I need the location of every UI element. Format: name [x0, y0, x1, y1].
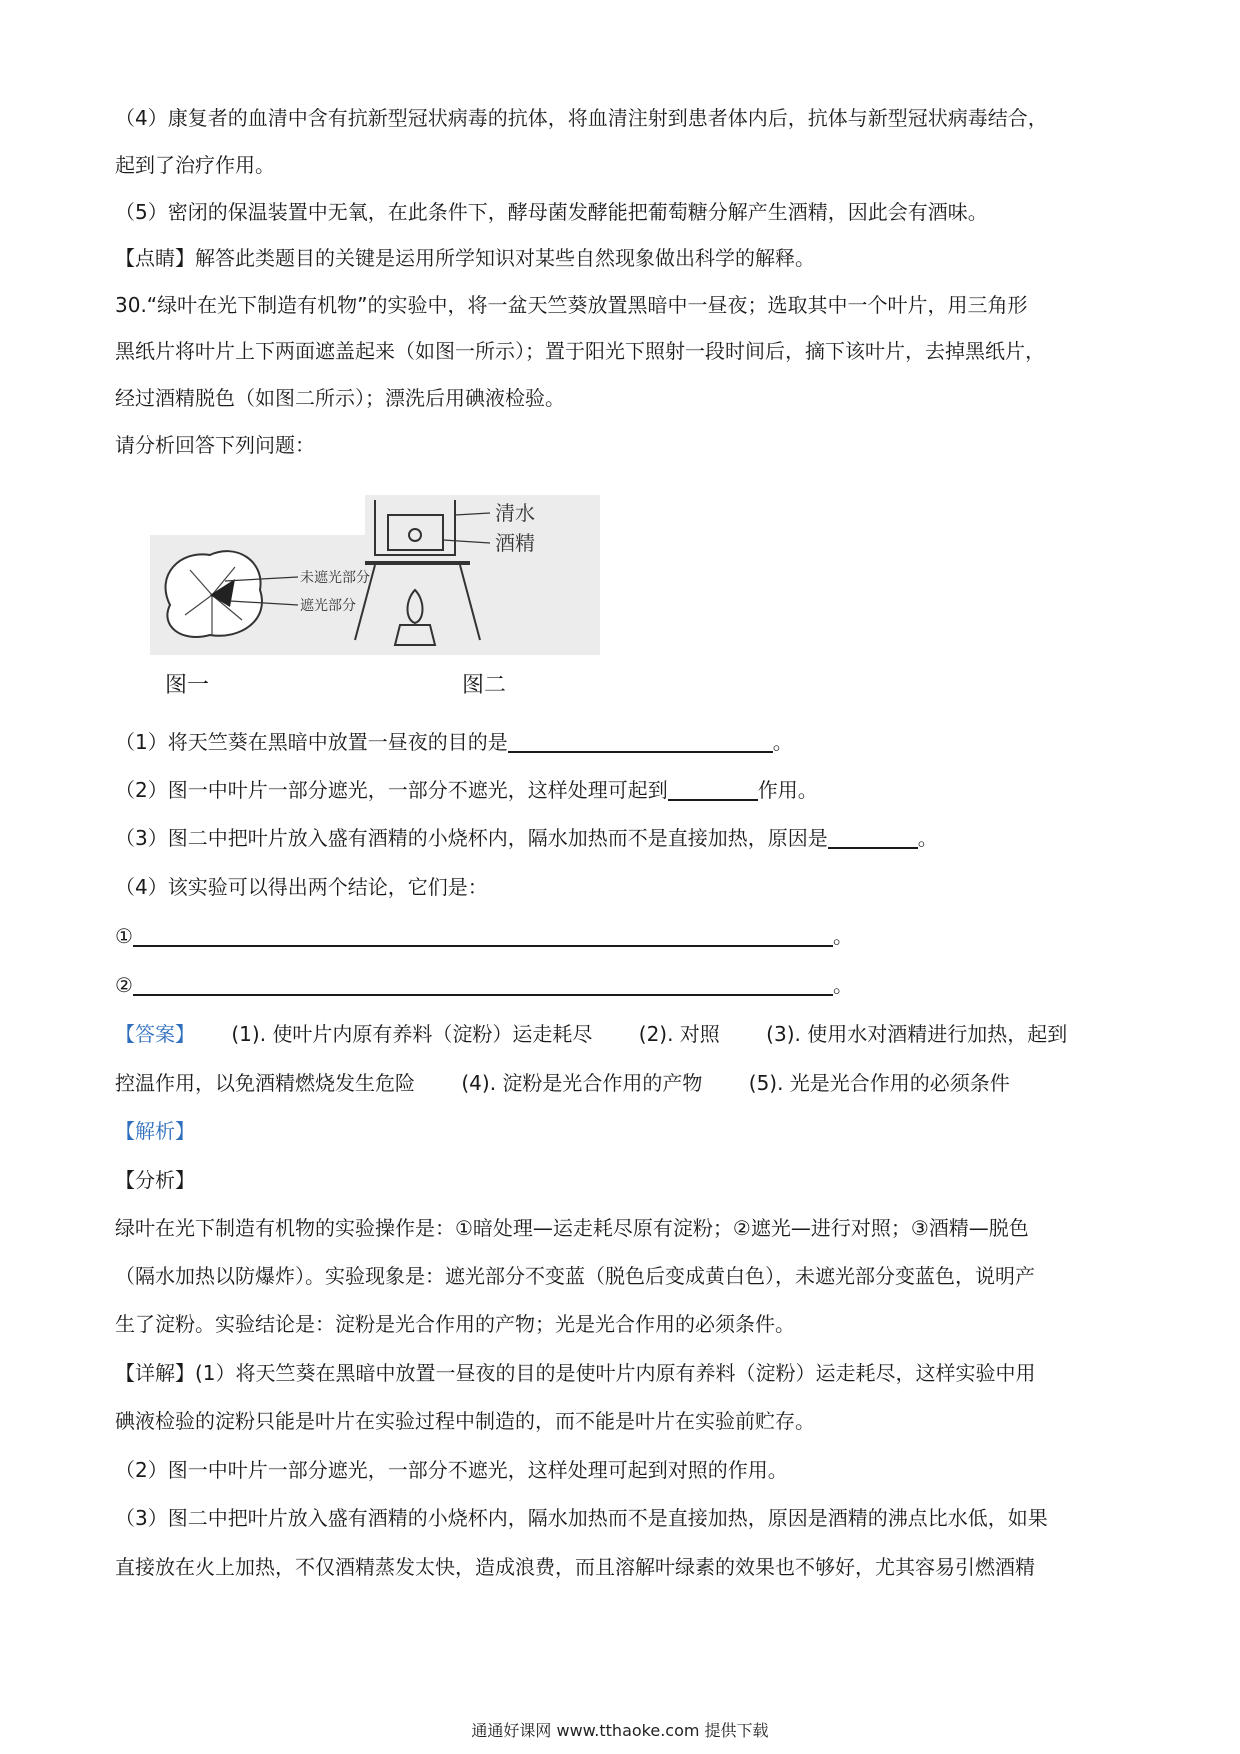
text-line: 绿叶在光下制造有机物的实验操作是：①暗处理—运走耗尽原有淀粉；②遮光—进行对照；③酒精—脱色 — [115, 1216, 1029, 1240]
text-line: （隔水加热以防爆炸）。实验现象是：遮光部分不变蓝（脱色后变成黄白色），未遮光部分变蓝色，说明产 — [115, 1264, 1035, 1288]
text-line: 直接放在火上加热，不仅酒精蒸发太快，造成浪费，而且溶解叶绿素的效果也不够好，尤其容易引燃酒精 — [115, 1555, 1035, 1579]
conclusion-1: ① 。 — [115, 924, 853, 948]
experiment-figure — [150, 495, 600, 655]
question-1: （1）将天竺葵在黑暗中放置一昼夜的目的是 。 — [115, 730, 793, 754]
answer-blank — [133, 923, 833, 947]
text-line: （2）图一中叶片一部分遮光，一部分不遮光，这样处理可起到对照的作用。 — [115, 1458, 788, 1482]
answer-tag: 【答案】 — [115, 1022, 195, 1046]
question-30-stem: 30.“绿叶在光下制造有机物”的实验中，将一盆天竺葵放置黑暗中一昼夜；选取其中一个叶片，用三角形 — [115, 293, 1028, 317]
label-unshaded: 未遮光部分 — [300, 570, 370, 586]
figure-1-caption: 图一 — [165, 673, 210, 698]
answer-blank — [133, 972, 833, 996]
answer-blank — [668, 777, 758, 801]
text-line: 碘液检验的淀粉只能是叶片在实验过程中制造的，而不能是叶片在实验前贮存。 — [115, 1409, 815, 1433]
text-line: 生了淀粉。实验结论是：淀粉是光合作用的产物；光是光合作用的必须条件。 — [115, 1312, 795, 1336]
text-line: 起到了治疗作用。 — [115, 153, 275, 177]
conclusion-2: ② 。 — [115, 973, 853, 997]
footer-watermark: 通通好课网 www.tthaoke.com 提供下载 — [471, 1721, 769, 1740]
label-water: 清水 — [495, 501, 535, 525]
text-line: （3）图二中把叶片放入盛有酒精的小烧杯内，隔水加热而不是直接加热，原因是酒精的沸点比水低，如果 — [115, 1506, 1048, 1530]
answer-line: 【答案】 (1). 使叶片内原有养料（淀粉）运走耗尽 (2). 对照 (3). 使用水对酒精进行加热，起到 — [115, 1019, 1135, 1049]
analysis-tag: 【解析】 — [115, 1119, 195, 1143]
text-line: 【点睛】解答此类题目的关键是运用所学知识对某些自然现象做出科学的解释。 — [115, 246, 815, 270]
text-line: （4）康复者的血清中含有抗新型冠状病毒的抗体，将血清注射到患者体内后，抗体与新型冠状病毒结合， — [115, 106, 1048, 130]
text-line: （5）密闭的保温装置中无氧，在此条件下，酵母菌发酵能把葡萄糖分解产生酒精，因此会有酒味。 — [115, 200, 988, 224]
text-line: 【详解】(1）将天竺葵在黑暗中放置一昼夜的目的是使叶片内原有养料（淀粉）运走耗尽，这样实验中用 — [115, 1361, 1036, 1385]
question-3: （3）图二中把叶片放入盛有酒精的小烧杯内，隔水加热而不是直接加热，原因是 。 — [115, 826, 938, 850]
answer-line: 控温作用，以免酒精燃烧发生危险 (4). 淀粉是光合作用的产物 (5). 光是光合作用的必须条件 — [115, 1071, 1010, 1095]
text-line: 请分析回答下列问题： — [115, 433, 315, 457]
figure-2-caption: 图二 — [462, 673, 507, 698]
question-4: （4）该实验可以得出两个结论，它们是： — [115, 875, 488, 899]
text-line: 经过酒精脱色（如图二所示）；漂洗后用碘液检验。 — [115, 386, 565, 410]
label-shaded: 遮光部分 — [300, 598, 356, 614]
question-2: （2）图一中叶片一部分遮光，一部分不遮光，这样处理可起到 作用。 — [115, 778, 818, 802]
answer-blank — [828, 825, 918, 849]
text-line: 黑纸片将叶片上下两面遮盖起来（如图一所示）；置于阳光下照射一段时间后，摘下该叶片，去掉黑纸片， — [115, 339, 1045, 363]
analysis-subheading: 【分析】 — [115, 1168, 195, 1192]
answer-blank — [508, 729, 773, 753]
label-alcohol: 酒精 — [495, 531, 535, 555]
